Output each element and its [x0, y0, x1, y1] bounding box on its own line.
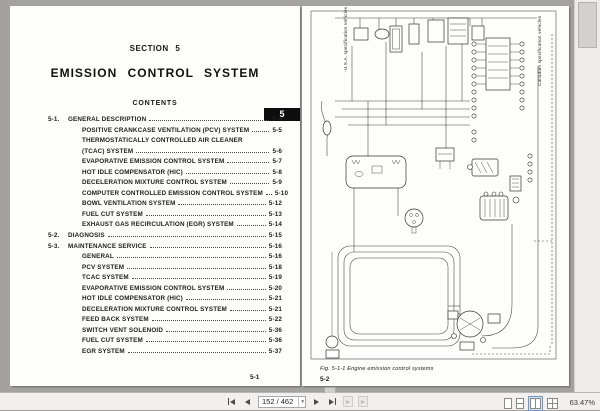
toc-row [48, 327, 282, 338]
toc-dot-leader [230, 310, 266, 311]
vacuum-valve [436, 148, 454, 169]
contents-heading: CONTENTS [132, 100, 178, 107]
toc-row [48, 169, 282, 180]
toc-dot-leader [227, 289, 265, 290]
toc-dot-leader [127, 268, 266, 269]
previous-page-icon [245, 399, 250, 405]
toc-row [48, 221, 282, 232]
toc-page-number: 5-8 [272, 168, 282, 176]
toc-number: 5-2. [48, 232, 60, 240]
next-page-button[interactable] [311, 396, 322, 407]
toc-dot-leader [150, 247, 266, 248]
page-number-value: 152 / 462 [262, 397, 294, 406]
next-view-icon [361, 400, 365, 404]
figure-caption: Fig. 5-1-1 Engine emission control systems [320, 366, 434, 372]
top-components [354, 18, 484, 52]
toc-page-number: 5-13 [268, 210, 282, 218]
last-page-icon [329, 399, 334, 405]
toc-page-number: 5-20 [268, 284, 282, 292]
toc-row [48, 274, 282, 285]
toc-row [48, 295, 282, 306]
toc-row [48, 337, 282, 348]
next-view-button[interactable] [358, 396, 368, 407]
toc-dot-leader [178, 204, 265, 205]
toc-label: HOT IDLE COMPENSATOR (HIC) [82, 295, 183, 303]
toc-label: DIAGNOSIS [68, 232, 105, 240]
toc-page-number: 5-7 [272, 158, 282, 166]
toc-page-number: 5-16 [268, 253, 282, 261]
toc-dot-leader [227, 162, 269, 163]
toc-label: EVAPORATIVE EMISSION CONTROL SYSTEM [82, 284, 225, 292]
toc-row [48, 306, 282, 317]
toc-page-number: 5-9 [272, 179, 282, 187]
toc-page-number: 5-36 [268, 337, 282, 345]
servo-motor [468, 159, 499, 176]
toc-row [48, 137, 282, 148]
page-folio: 5-2 [320, 376, 330, 383]
toc-dot-leader [146, 215, 266, 216]
toc-dot-leader [128, 352, 266, 353]
toc-page-number: 5-19 [268, 274, 282, 282]
check-valve [510, 176, 521, 203]
two-page-view-button-selected[interactable] [528, 396, 543, 411]
toc-row [48, 200, 282, 211]
section-tab-marker: 5 [264, 108, 300, 121]
toc-dot-leader [136, 152, 269, 153]
toc-label: FUEL CUT SYSTEM [82, 337, 143, 345]
toc-row [48, 253, 282, 264]
toc-label: BOWL VENTILATION SYSTEM [82, 200, 176, 208]
toc-row [48, 127, 282, 138]
toc-label: EGR SYSTEM [82, 348, 125, 356]
toc-list [48, 116, 289, 359]
fuel-pump [326, 252, 339, 358]
toc-number: 5-3. [48, 242, 60, 250]
toc-label: DECELERATION MIXTURE CONTROL SYSTEM [82, 179, 227, 187]
first-page-button[interactable] [226, 396, 237, 407]
toc-dot-leader [152, 320, 266, 321]
toc-dot-leader [186, 173, 270, 174]
toc-page-number: 5-5 [272, 126, 282, 134]
toc-label: EVAPORATIVE EMISSION CONTROL SYSTEM [82, 158, 225, 166]
connector-block [486, 38, 510, 90]
page-navigation [226, 395, 368, 408]
toc-page-number: 5-14 [268, 221, 282, 229]
toc-label: DECELERATION MIXTURE CONTROL SYSTEM [82, 305, 227, 313]
page-layout-switcher [504, 396, 558, 411]
toc-page-number: 5-37 [268, 348, 282, 356]
page-number-input[interactable] [258, 396, 306, 408]
toc-row [48, 148, 282, 159]
toc-page-number: 5-10 [274, 189, 289, 197]
toc-row [48, 348, 282, 359]
toc-dot-leader [117, 257, 266, 258]
toc-page-number: 5-12 [268, 200, 282, 208]
toc-dot-leader [230, 183, 269, 184]
toc-label: EXHAUST GAS RECIRCULATION (EGR) SYSTEM [82, 221, 234, 229]
toc-row [48, 243, 282, 254]
toc-label: SWITCH VENT SOLENOID [82, 326, 164, 334]
usa-spec-label: -U.S.A. specification vehicles [343, 6, 348, 72]
page-folio: 5-1 [250, 374, 260, 381]
toc-row [48, 158, 282, 169]
page-right-diagram [302, 6, 569, 386]
toc-label: POSITIVE CRANKCASE VENTILATION (PCV) SYSTEM [82, 126, 250, 134]
toc-page-number: 5-16 [268, 242, 282, 250]
toc-dot-leader [108, 236, 266, 237]
toc-dot-leader [252, 131, 269, 132]
toc-dot-leader [149, 120, 269, 121]
toc-label: COMPUTER CONTROLLED EMISSION CONTROL SYSTEM [82, 189, 263, 197]
toc-dot-leader [266, 194, 272, 195]
vertical-scrollbar[interactable] [574, 0, 600, 392]
page-left-contents [10, 6, 300, 386]
toc-row [48, 189, 289, 201]
page-title: EMISSION CONTROL SYSTEM [50, 66, 260, 80]
previous-view-icon [346, 400, 350, 404]
toc-label: GENERAL DESCRIPTION [68, 116, 147, 123]
toc-page-number: 5-36 [268, 326, 282, 334]
toc-row [48, 264, 282, 275]
chevron-down-icon[interactable]: ▾ [298, 397, 304, 407]
next-page-icon [314, 399, 319, 405]
toc-label: MAINTENANCE SERVICE [68, 242, 147, 250]
toc-row [48, 316, 282, 327]
toc-page-number: 5-22 [268, 316, 282, 324]
toc-dot-leader [132, 278, 266, 279]
toc-page-number: 5-21 [268, 305, 282, 313]
toc-row [48, 116, 282, 127]
status-bar [0, 392, 600, 410]
toc-dot-leader [237, 225, 266, 226]
last-page-button[interactable] [327, 396, 338, 407]
toc-page-number: 5-6 [272, 147, 282, 155]
toc-dot-leader [186, 299, 266, 300]
continuous-view-button[interactable] [516, 398, 524, 409]
toc-page-number: 5-21 [268, 295, 282, 303]
two-page-continuous-view-button[interactable] [547, 398, 558, 409]
toc-page-number: 5-4 [272, 116, 282, 123]
toc-number: 5-1. [48, 116, 60, 123]
toc-row [48, 232, 282, 243]
previous-view-button[interactable] [343, 396, 353, 407]
toc-row [48, 285, 282, 296]
toc-row [48, 211, 282, 222]
toc-label: FEED BACK SYSTEM [82, 316, 149, 324]
canadian-spec-label: Canadian specification vehicles [537, 15, 542, 86]
statusbar-grip[interactable] [324, 387, 336, 393]
engine-cluster [448, 311, 500, 350]
charcoal-canister [480, 192, 508, 220]
toc-dot-leader [146, 341, 266, 342]
hose-fitting [323, 121, 331, 135]
toc-label: PCV SYSTEM [82, 263, 125, 271]
toc-label: GENERAL [82, 253, 114, 261]
hose-loops [338, 246, 460, 346]
scrollbar-thumb[interactable] [578, 2, 597, 48]
first-page-icon [230, 399, 235, 405]
previous-page-button[interactable] [242, 396, 253, 407]
toc-label: HOT IDLE COMPENSATOR (HIC) [82, 168, 183, 176]
toc-page-number: 5-18 [268, 263, 282, 271]
distributor [405, 209, 423, 233]
toc-label: THERMOSTATICALLY CONTROLLED AIR CLEANER [82, 137, 243, 145]
section-label: SECTION 5 [129, 44, 181, 53]
toc-dot-leader [166, 331, 266, 332]
toc-label: FUEL CUT SYSTEM [82, 210, 143, 218]
toc-row [48, 179, 282, 190]
single-page-view-button[interactable] [504, 398, 512, 409]
air-cleaner [346, 156, 406, 188]
two-page-view-icon [530, 398, 541, 409]
toc-page-number: 5-15 [268, 232, 282, 240]
toc-label: TCAC SYSTEM [82, 274, 129, 282]
zoom-level: 63.47% [569, 398, 595, 407]
toc-label: (TCAC) SYSTEM [82, 147, 134, 155]
